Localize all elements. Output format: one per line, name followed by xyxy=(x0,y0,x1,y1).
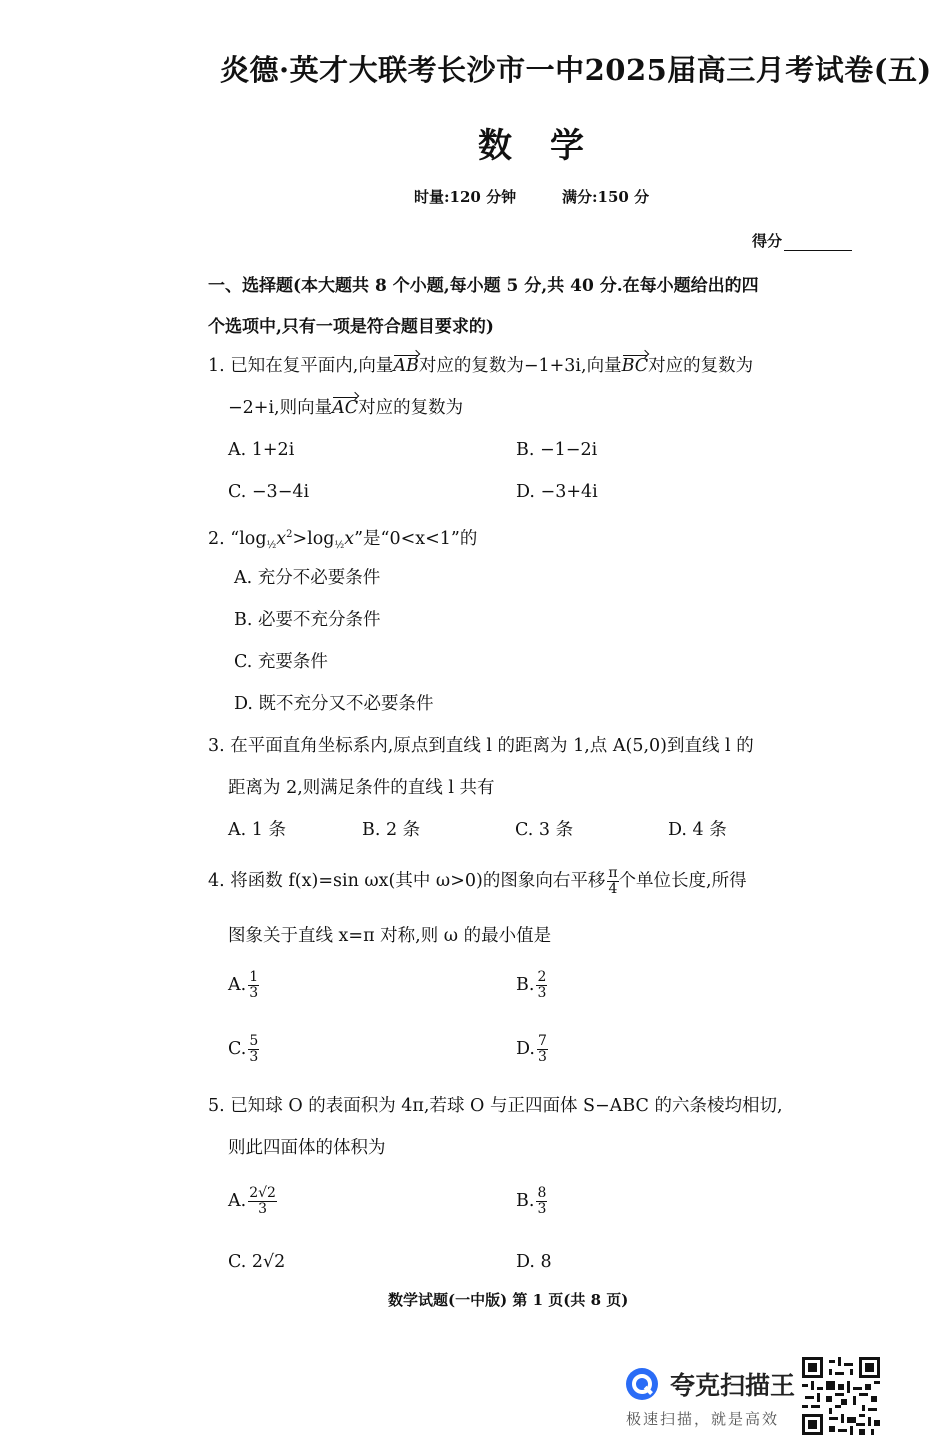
fraction-denominator: 3 xyxy=(258,1201,268,1217)
q5-stem-line2: 则此四面体的体积为 xyxy=(228,1138,386,1158)
fraction-denominator: 3 xyxy=(249,1049,259,1065)
variable-x: x xyxy=(344,529,355,549)
q3-option-a: A. 1 条 xyxy=(228,820,286,840)
fraction-numerator: π xyxy=(608,865,618,881)
q4-text: 4. 将函数 f(x)=sin ωx(其中 ω>0)的图象向右平移 xyxy=(208,871,606,891)
fraction-numerator: 7 xyxy=(537,1033,547,1049)
fraction-denominator: 3 xyxy=(537,1201,547,1217)
q5-option-b xyxy=(516,1186,547,1217)
fraction xyxy=(248,1186,277,1217)
q5-option-a xyxy=(228,1186,277,1217)
q4-option-c xyxy=(228,1034,259,1065)
fraction-denominator: 4 xyxy=(608,881,618,897)
score-label: 得分 xyxy=(752,232,783,250)
q1-text: 对应的复数为 xyxy=(648,356,754,376)
qr-code-icon xyxy=(802,1357,880,1435)
q5-option-c: C. 2√2 xyxy=(228,1252,286,1272)
subject-title: 数学 xyxy=(478,126,622,166)
q3-stem-line1: 3. 在平面直角坐标系内,原点到直线 l 的距离为 1,点 A(5,0)到直线 l 的 xyxy=(208,736,754,756)
option-label: C. xyxy=(228,1039,247,1059)
q1-text: 1. 已知在复平面内,向量 xyxy=(208,356,394,376)
q1-option-b: B. −1−2i xyxy=(516,440,598,460)
q5-stem-line1: 5. 已知球 O 的表面积为 4π,若球 O 与正四面体 S−ABC 的六条棱均相切, xyxy=(208,1096,783,1116)
full-score: 满分:150 分 xyxy=(562,188,650,206)
fraction-denominator: 3 xyxy=(249,985,259,1001)
q4-text: 个单位长度,所得 xyxy=(618,871,747,891)
page-footer: 数学试题(一中版) 第 1 页(共 8 页) xyxy=(388,1291,629,1309)
exam-time: 时量:120 分钟 xyxy=(414,188,517,206)
exam-title: 炎德·英才大联考长沙市一中2025届高三月考试卷(五) xyxy=(220,53,932,87)
section-heading-line2: 个选项中,只有一项是符合题目要求的) xyxy=(208,317,494,337)
log-base: ½ xyxy=(266,540,277,551)
q1-option-c: C. −3−4i xyxy=(228,482,310,502)
variable-x: x xyxy=(276,529,287,549)
q2-option-c: C. 充要条件 xyxy=(234,652,328,672)
option-label: B. xyxy=(516,975,535,995)
vector-ac: AC xyxy=(332,398,359,418)
fraction xyxy=(536,1186,547,1217)
option-label: B. xyxy=(516,1191,535,1211)
q2-option-a: A. 充分不必要条件 xyxy=(234,568,381,588)
exponent: 2 xyxy=(286,529,293,540)
q1-stem-line2 xyxy=(228,396,463,420)
q1-option-d: D. −3+4i xyxy=(516,482,598,502)
q4-option-d xyxy=(516,1034,548,1065)
q2-option-b: B. 必要不充分条件 xyxy=(234,610,381,630)
q2-text: ”是“0<x<1”的 xyxy=(354,529,478,549)
score-blank xyxy=(784,236,852,251)
q4-option-b xyxy=(516,970,547,1001)
q3-option-c: C. 3 条 xyxy=(515,820,574,840)
fraction-denominator: 3 xyxy=(537,1049,547,1065)
fraction-numerator: 2√2 xyxy=(249,1185,276,1201)
section-heading-line1: 一、选择题(本大题共 8 个小题,每小题 5 分,共 40 分.在每小题给出的四 xyxy=(208,276,759,296)
fraction-numerator: 5 xyxy=(249,1033,259,1049)
fraction-numerator: 1 xyxy=(249,969,259,985)
fraction xyxy=(537,1034,548,1065)
vector-bc: BC xyxy=(621,356,649,376)
fraction-pi-over-4 xyxy=(607,866,618,897)
brand-name: 夸克扫描王 xyxy=(670,1371,796,1400)
q1-text: 对应的复数为−1+3i,向量 xyxy=(418,356,622,376)
q3-option-d: D. 4 条 xyxy=(668,820,727,840)
q3-stem-line2: 距离为 2,则满足条件的直线 l 共有 xyxy=(228,778,495,798)
q4-stem-line2: 图象关于直线 x=π 对称,则 ω 的最小值是 xyxy=(228,926,552,946)
option-label: A. xyxy=(228,975,247,995)
q5-option-d: D. 8 xyxy=(516,1252,552,1272)
q1-option-a: A. 1+2i xyxy=(228,440,295,460)
fraction-numerator: 2 xyxy=(537,969,547,985)
quark-logo-icon xyxy=(624,1366,660,1402)
score-field xyxy=(752,230,852,251)
q1-text: −2+i,则向量 xyxy=(228,398,333,418)
fraction-denominator: 3 xyxy=(537,985,547,1001)
q2-text: 2. “log xyxy=(208,529,267,549)
brand-slogan: 极速扫描，就是高效 xyxy=(626,1410,780,1428)
option-label: D. xyxy=(516,1039,535,1059)
option-label: A. xyxy=(228,1191,247,1211)
log-base: ½ xyxy=(334,540,345,551)
q2-stem xyxy=(208,523,477,558)
q2-option-d: D. 既不充分又不必要条件 xyxy=(234,694,434,714)
vector-ab: AB xyxy=(393,356,419,376)
fraction xyxy=(248,1034,259,1065)
q3-option-b: B. 2 条 xyxy=(362,820,421,840)
q2-text: >log xyxy=(292,529,335,549)
q4-stem-line1 xyxy=(208,866,747,897)
fraction xyxy=(536,970,547,1001)
q4-option-a xyxy=(228,970,259,1001)
q1-text: 对应的复数为 xyxy=(358,398,464,418)
fraction-numerator: 8 xyxy=(537,1185,547,1201)
fraction xyxy=(248,970,259,1001)
q1-stem-line1 xyxy=(208,354,753,378)
